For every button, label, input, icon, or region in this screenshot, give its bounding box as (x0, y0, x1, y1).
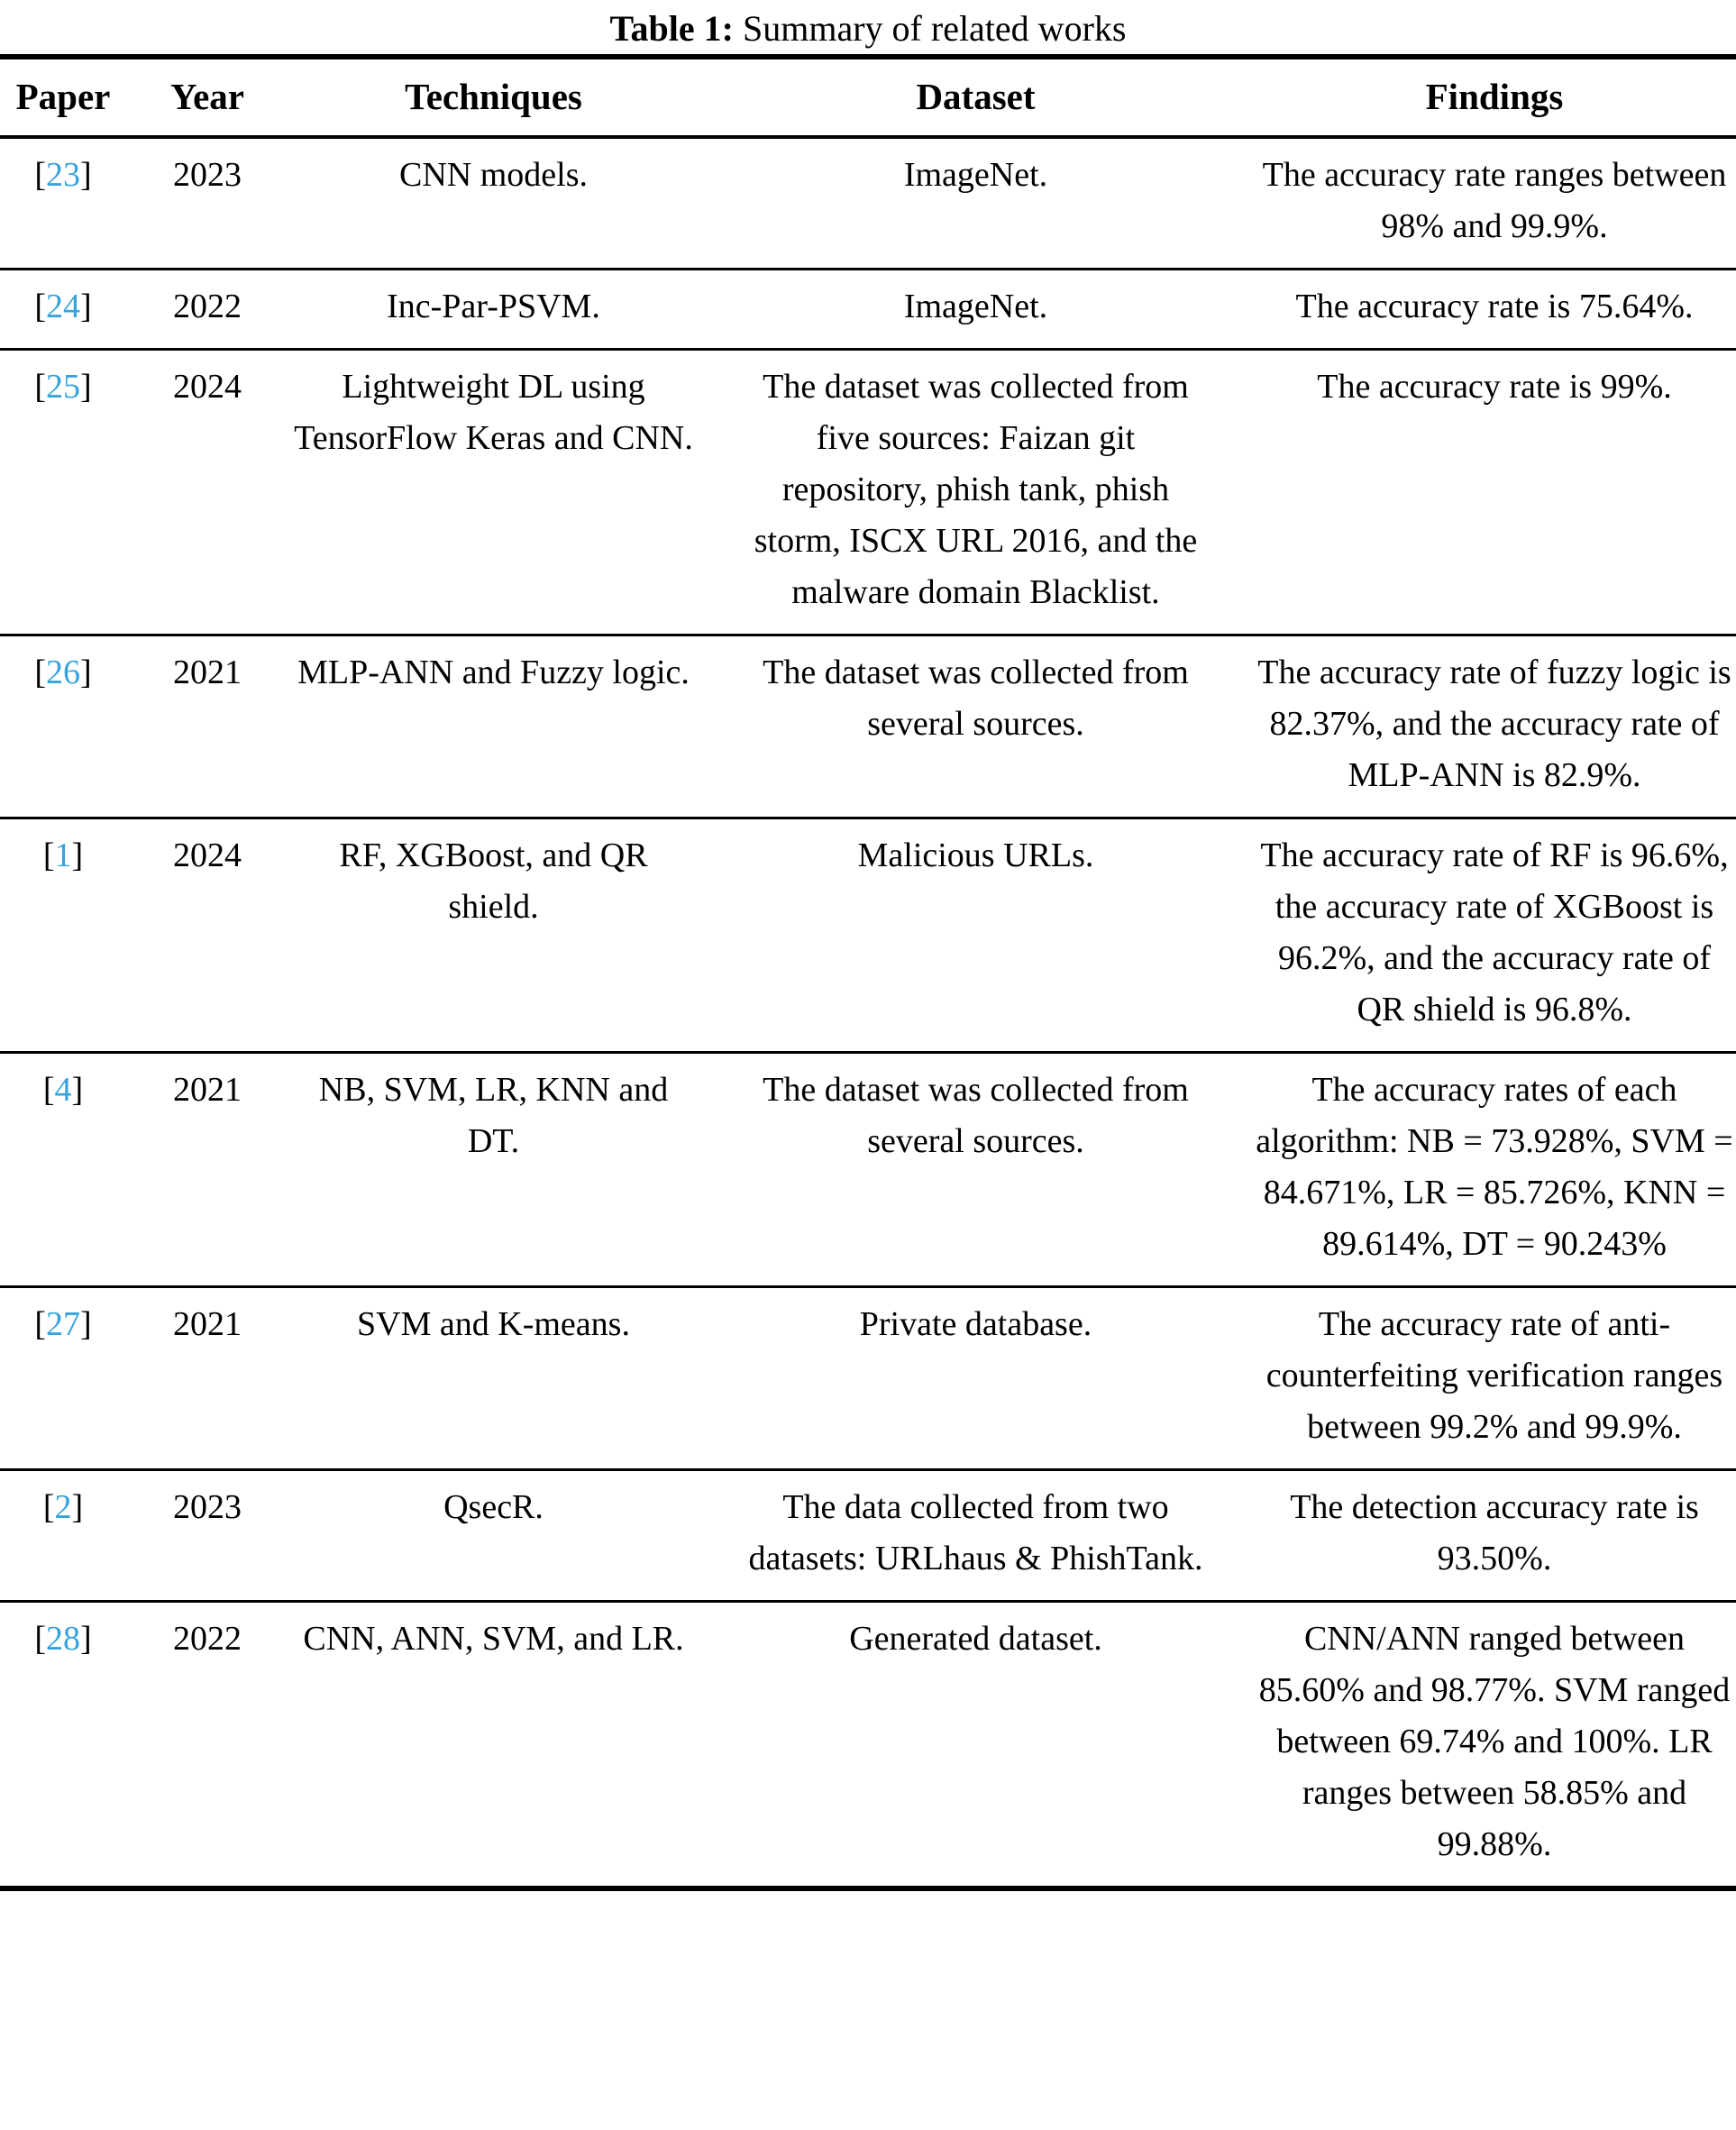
citation-ref: 2 (54, 1488, 72, 1526)
year-cell: 2022 (173, 288, 242, 325)
citation-bracket-close: ] (71, 1071, 84, 1109)
citation-link[interactable] (43, 836, 83, 874)
findings-text: The accuracy rate is 99%. (1317, 368, 1672, 406)
year-cell: 2021 (173, 1071, 242, 1109)
citation-bracket-open: [ (34, 654, 46, 691)
paper-cell (0, 635, 126, 818)
citation-link[interactable] (34, 288, 91, 325)
techniques-text: CNN models. (399, 156, 588, 194)
dataset-text: Malicious URLs. (857, 836, 1094, 874)
findings-cell (1253, 1287, 1736, 1470)
col-header-year: Year (170, 76, 244, 117)
findings-cell (1253, 350, 1736, 635)
dataset-text: The dataset was collected from several sources. (763, 654, 1189, 743)
citation-bracket-open: [ (34, 1620, 46, 1658)
citation-ref: 1 (54, 836, 72, 874)
table-caption (0, 0, 1736, 54)
findings-cell (1253, 270, 1736, 350)
techniques-text: QsecR. (443, 1488, 544, 1526)
table-row (0, 137, 1736, 270)
table-row (0, 635, 1736, 818)
dataset-text: The dataset was collected from five sources: Faizan git repository, phish tank, phish storm, ISCX URL 2016, and the malware domain Blacklist. (754, 368, 1198, 611)
citation-ref: 28 (46, 1620, 80, 1658)
techniques-cell (288, 270, 699, 350)
dataset-text: Private database. (859, 1305, 1092, 1343)
citation-link[interactable] (34, 156, 91, 194)
techniques-text: Inc-Par-PSVM. (387, 288, 600, 325)
citation-bracket-open: [ (42, 1071, 55, 1109)
table-row (0, 350, 1736, 635)
paper-cell (0, 1053, 126, 1287)
techniques-text: MLP-ANN and Fuzzy logic. (297, 654, 690, 691)
col-header-paper: Paper (15, 76, 111, 117)
dataset-cell (699, 1053, 1253, 1287)
year-cell: 2021 (173, 654, 242, 691)
citation-bracket-open: [ (42, 836, 55, 874)
table-row (0, 1602, 1736, 1889)
citation-ref: 24 (46, 288, 80, 325)
citation-bracket-open: [ (34, 156, 46, 194)
findings-text: The accuracy rate of fuzzy logic is 82.37%, and the accuracy rate of MLP-ANN is 82.9%. (1257, 654, 1731, 794)
citation-ref: 25 (46, 368, 80, 406)
table-row (0, 1287, 1736, 1470)
dataset-cell (699, 350, 1253, 635)
citation-link[interactable] (43, 1488, 83, 1526)
table-row (0, 1470, 1736, 1602)
paper-cell (0, 1602, 126, 1889)
year-cell: 2023 (173, 156, 242, 194)
year-cell: 2024 (173, 368, 242, 406)
dataset-cell (699, 1602, 1253, 1889)
citation-ref: 4 (54, 1071, 72, 1109)
techniques-text: SVM and K-means. (357, 1305, 630, 1343)
citation-ref: 23 (46, 156, 80, 194)
dataset-cell (699, 1470, 1253, 1602)
col-header-findings: Findings (1425, 76, 1564, 117)
findings-cell (1253, 137, 1736, 270)
techniques-cell (288, 1602, 699, 1889)
findings-text: The accuracy rate of anti-counterfeiting verification ranges between 99.2% and 99.9%. (1265, 1305, 1723, 1446)
findings-cell (1253, 818, 1736, 1053)
related-works-table (0, 54, 1736, 1891)
techniques-cell (288, 1053, 699, 1287)
citation-ref: 26 (46, 654, 80, 691)
citation-bracket-open: [ (42, 1488, 55, 1526)
citation-link[interactable] (34, 654, 91, 691)
citation-bracket-close: ] (80, 288, 92, 325)
citation-link[interactable] (34, 1305, 91, 1343)
findings-cell (1253, 1470, 1736, 1602)
year-cell: 2021 (173, 1305, 242, 1343)
techniques-cell (288, 1287, 699, 1470)
techniques-text: CNN, ANN, SVM, and LR. (303, 1620, 684, 1658)
table-row (0, 818, 1736, 1053)
dataset-text: The data collected from two datasets: URLhaus & PhishTank. (748, 1488, 1203, 1577)
citation-link[interactable] (34, 1620, 91, 1658)
findings-text: The accuracy rate ranges between 98% and 99.9%. (1262, 156, 1727, 245)
dataset-text: The dataset was collected from several sources. (763, 1071, 1189, 1160)
dataset-cell (699, 818, 1253, 1053)
dataset-cell (699, 270, 1253, 350)
citation-bracket-close: ] (71, 1488, 84, 1526)
findings-cell (1253, 1602, 1736, 1889)
citation-bracket-close: ] (71, 836, 84, 874)
dataset-text: Generated dataset. (849, 1620, 1102, 1658)
citation-link[interactable] (43, 1071, 83, 1109)
table-caption-text: Summary of related works (743, 8, 1127, 49)
dataset-text: ImageNet. (903, 288, 1048, 325)
techniques-cell (288, 818, 699, 1053)
findings-text: The accuracy rate of RF is 96.6%, the accuracy rate of XGBoost is 96.2%, and the accuracy rate of QR shield is 96.8%. (1260, 836, 1729, 1028)
citation-bracket-open: [ (34, 288, 46, 325)
year-cell: 2024 (173, 836, 242, 874)
dataset-cell (699, 137, 1253, 270)
paper-cell (0, 350, 126, 635)
findings-text: The detection accuracy rate is 93.50%. (1290, 1488, 1699, 1577)
table-row (0, 1053, 1736, 1287)
citation-bracket-open: [ (34, 368, 46, 406)
col-header-techniques: Techniques (405, 76, 582, 117)
year-cell: 2022 (173, 1620, 242, 1658)
citation-bracket-close: ] (80, 1620, 92, 1658)
year-cell: 2023 (173, 1488, 242, 1526)
techniques-text: RF, XGBoost, and QR shield. (339, 836, 648, 926)
table-caption-label: Table 1: (609, 8, 734, 49)
citation-ref: 27 (46, 1305, 80, 1343)
col-header-dataset: Dataset (916, 76, 1036, 117)
paper-cell (0, 270, 126, 350)
dataset-cell (699, 635, 1253, 818)
citation-bracket-close: ] (80, 156, 92, 194)
dataset-cell (699, 1287, 1253, 1470)
findings-text: The accuracy rate is 75.64%. (1295, 288, 1694, 325)
citation-bracket-close: ] (80, 654, 92, 691)
techniques-cell (288, 635, 699, 818)
techniques-text: NB, SVM, LR, KNN and DT. (318, 1071, 669, 1160)
paper-cell (0, 818, 126, 1053)
techniques-cell (288, 1470, 699, 1602)
techniques-cell (288, 350, 699, 635)
header-row (0, 57, 1736, 137)
techniques-cell (288, 137, 699, 270)
paper-cell (0, 1287, 126, 1470)
findings-cell (1253, 1053, 1736, 1287)
paper-cell (0, 137, 126, 270)
findings-cell (1253, 635, 1736, 818)
citation-bracket-close: ] (80, 368, 92, 406)
paper-cell (0, 1470, 126, 1602)
citation-bracket-close: ] (80, 1305, 92, 1343)
findings-text: CNN/ANN ranged between 85.60% and 98.77%. SVM ranged between 69.74% and 100%. LR ranges between 58.85% and 99.88%. (1258, 1620, 1731, 1863)
techniques-text: Lightweight DL using TensorFlow Keras and CNN. (294, 368, 693, 457)
findings-text: The accuracy rates of each algorithm: NB = 73.928%, SVM = 84.671%, LR = 85.726%, KNN = 89.614%, DT = 90.243% (1256, 1071, 1733, 1263)
table-row (0, 270, 1736, 350)
dataset-text: ImageNet. (903, 156, 1048, 194)
citation-link[interactable] (34, 368, 91, 406)
citation-bracket-open: [ (34, 1305, 46, 1343)
